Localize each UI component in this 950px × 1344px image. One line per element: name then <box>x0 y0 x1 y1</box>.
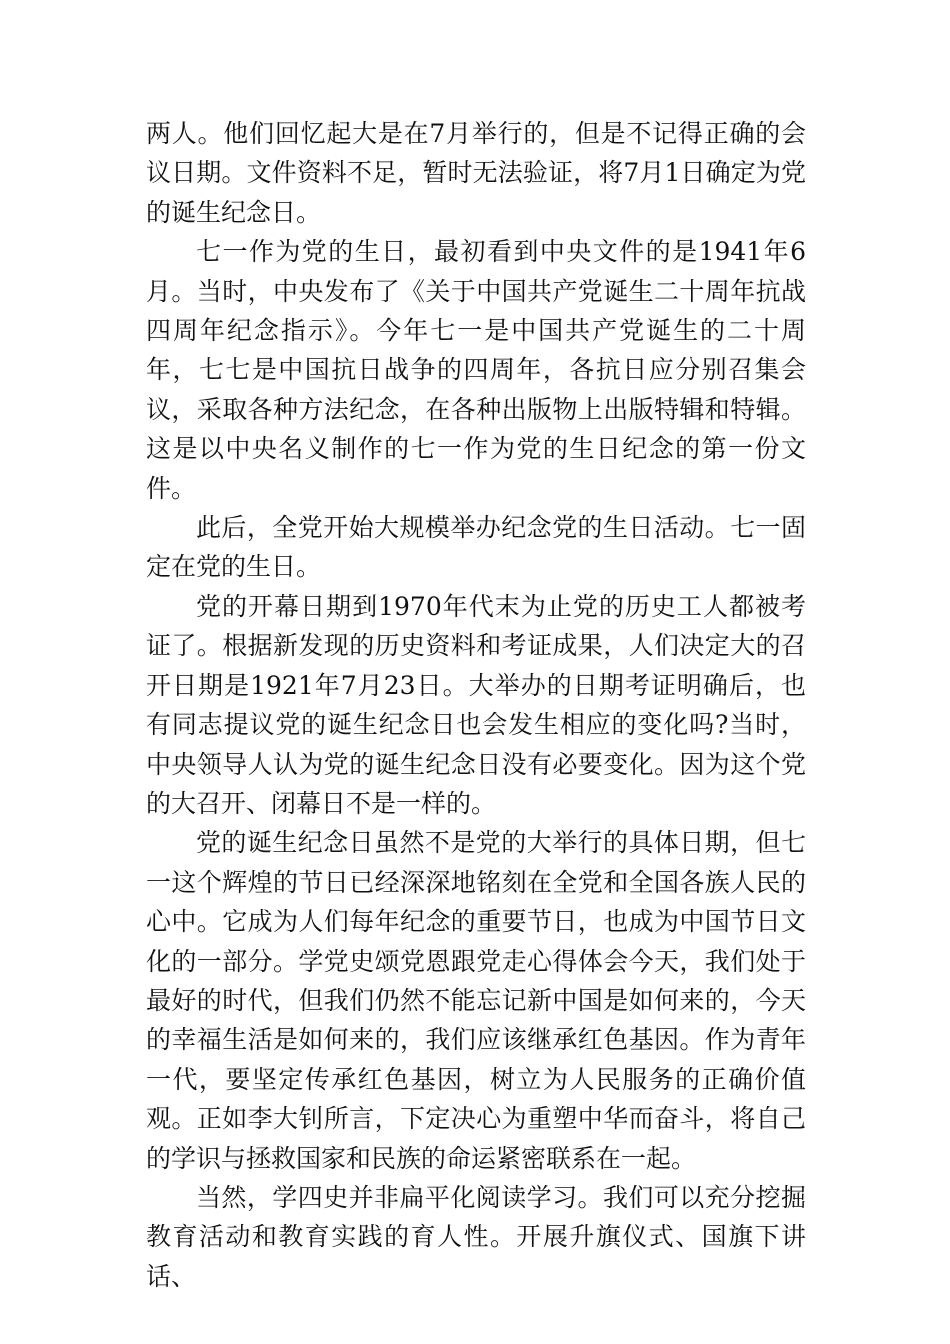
paragraph-3: 此后，全党开始大规模举办纪念党的生日活动。七一固定在党的生日。 <box>146 513 806 582</box>
paragraph-1: 两人。他们回忆起大是在7月举行的，但是不记得正确的会议日期。文件资料不足，暂时无法验证，将7月1日确定为党的诞生纪念日。 <box>146 119 806 227</box>
paragraph-5: 党的诞生纪念日虽然不是党的大举行的具体日期，但七一这个辉煌的节日已经深深地铭刻在全党和全国各族人民的心中。它成为人们每年纪念的重要节日，也成为中国节日文化的一部分。学党史颂党恩跟党走心得体会今天，我们处于最好的时代，但我们仍然不能忘记新中国是如何来的，今天的幸福生活是如何来的，我们应该继承红色基因。作为青年一代，要坚定传承红色基因，树立为人民服务的正确价值观。正如李大钊所言，下定决心为重塑中华而奋斗，将自己的学识与拯救国家和民族的命运紧密联系在一起。 <box>146 828 806 1173</box>
paragraph-4: 党的开幕日期到1970年代末为止党的历史工人都被考证了。根据新发现的历史资料和考证成果，人们决定大的召开日期是1921年7月23日。大举办的日期考证明确后，也有同志提议党的诞生纪念日也会发生相应的变化吗?当时，中央领导人认为党的诞生纪念日没有必要变化。因为这个党的大召开、闭幕日不是一样的。 <box>146 591 806 818</box>
document-page <box>146 114 806 1296</box>
paragraph-2: 七一作为党的生日，最初看到中央文件的是1941年6月。当时，中央发布了《关于中国共产党诞生二十周年抗战四周年纪念指示》。今年七一是中国共产党诞生的二十周年，七七是中国抗日战争的四周年，各抗日应分别召集会议，采取各种方法纪念，在各种出版物上出版特辑和特辑。这是以中央名义制作的七一作为党的生日纪念的第一份文件。 <box>146 237 806 503</box>
paragraph-6: 当然，学四史并非扁平化阅读学习。我们可以充分挖掘教育活动和教育实践的育人性。开展升旗仪式、国旗下讲话、 <box>146 1182 806 1291</box>
